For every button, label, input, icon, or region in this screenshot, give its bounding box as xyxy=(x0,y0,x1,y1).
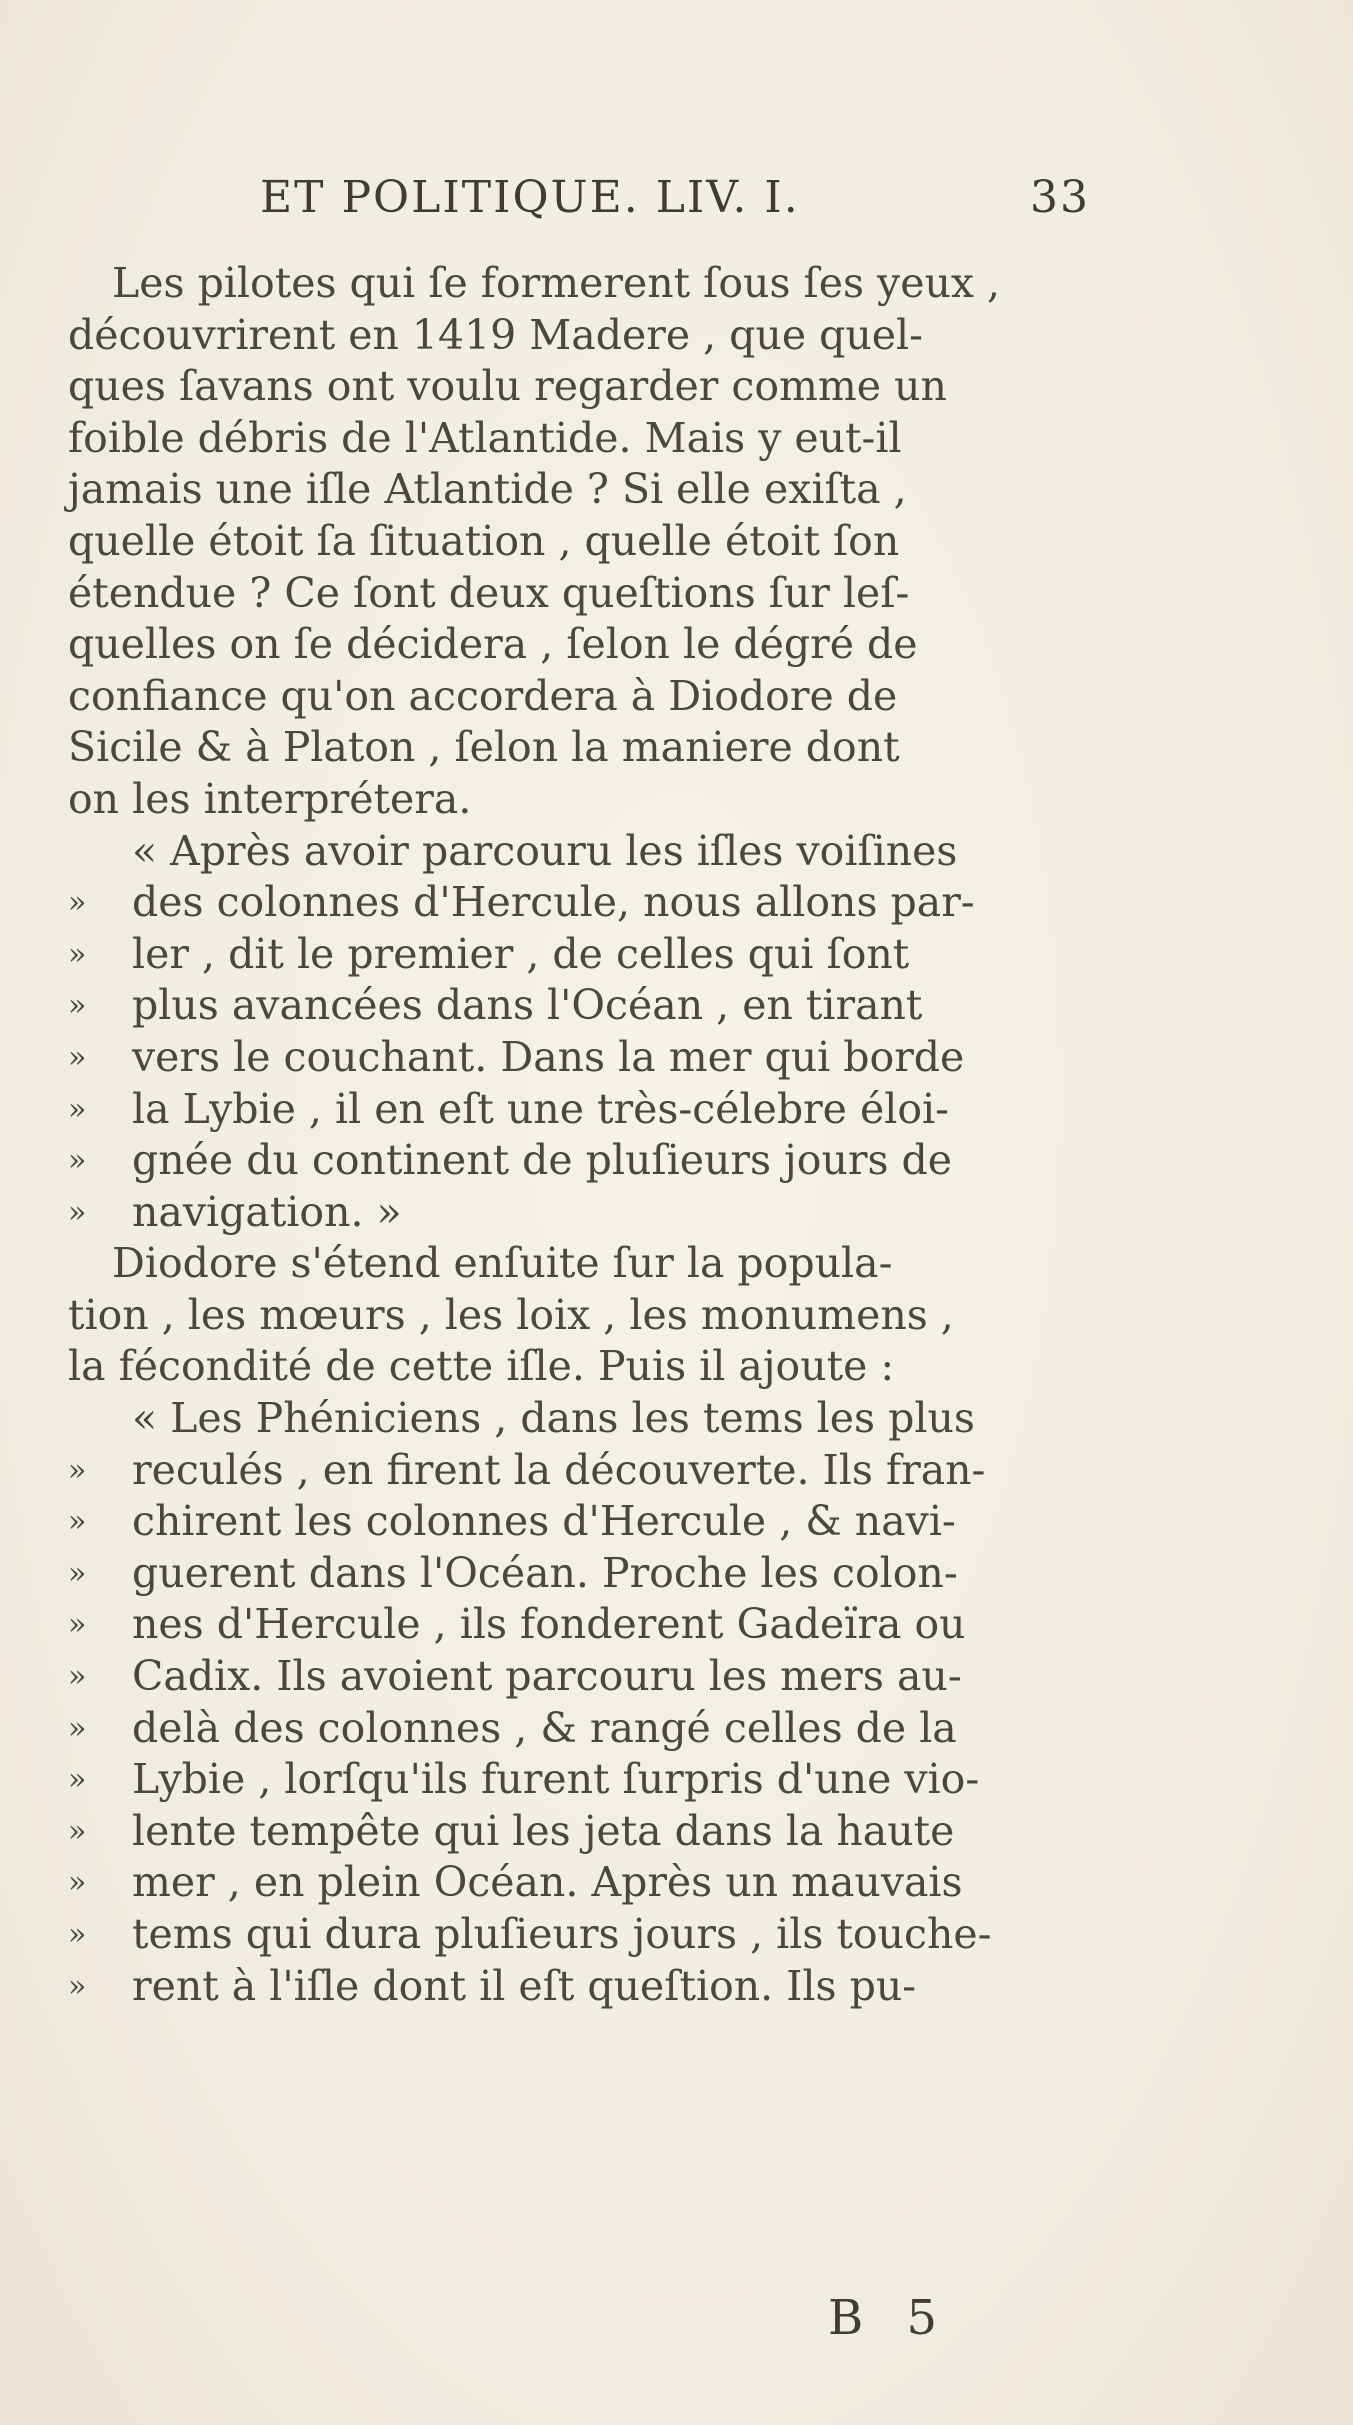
text-line: étendue ? Ce ſont deux queſtions ſur leſ- xyxy=(68,568,910,617)
quote-mark: » xyxy=(68,1091,87,1127)
quote-text: rent à l'iſle dont il eſt queſtion. Ils pu- xyxy=(132,1961,917,2010)
quote-text: delà des colonnes , & rangé celles de la xyxy=(132,1703,957,1752)
quote-text: navigation. » xyxy=(132,1187,402,1236)
quote-line xyxy=(68,1961,1098,2013)
quote-line xyxy=(68,1909,1098,1961)
quote-open-line: « Les Phéniciens , dans les tems les plus xyxy=(132,1394,975,1443)
quote-text: la Lybie , il en eſt une très-célebre éloi- xyxy=(132,1084,949,1133)
quote-text: Cadix. Ils avoient parcouru les mers au- xyxy=(132,1652,962,1701)
quote-mark: » xyxy=(68,1039,87,1075)
quote-line xyxy=(68,1393,1098,1445)
quote-line xyxy=(68,1135,1098,1187)
quote-mark: » xyxy=(68,1762,87,1798)
quote-mark: » xyxy=(68,1917,87,1952)
quote-text: Lybie , lorſqu'ils furent ſurpris d'une vio- xyxy=(132,1755,980,1804)
quote-line xyxy=(68,1187,1098,1239)
quote-line xyxy=(68,929,1098,981)
quote-mark: » xyxy=(68,1555,87,1591)
quote-line xyxy=(68,1857,1098,1909)
text-line: la fécondité de cette iſle. Puis il ajoute : xyxy=(68,1342,895,1391)
quote-mark: » xyxy=(68,1504,87,1540)
text-line: Les pilotes qui ſe formerent ſous ſes yeux , xyxy=(112,259,1001,307)
text-line: quelle étoit ſa ſituation , quelle étoit ſon xyxy=(68,516,900,565)
quote-text: tems qui dura pluſieurs jours , ils touche- xyxy=(132,1910,992,1958)
quote-text: mer , en plein Océan. Après un mauvais xyxy=(132,1858,963,1907)
running-header xyxy=(260,172,1090,236)
quote-mark: » xyxy=(68,1865,87,1901)
text-line: ques ſavans ont voulu regarder comme un xyxy=(68,362,947,411)
quote-text: guerent dans l'Océan. Proche les colon- xyxy=(132,1548,958,1597)
quote-text: lente tempête qui les jeta dans la haute xyxy=(132,1806,955,1855)
quote-line xyxy=(68,1806,1098,1858)
quote-line xyxy=(68,1599,1098,1651)
running-title: ET POLITIQUE. LIV. I. xyxy=(260,172,800,223)
quote-line xyxy=(68,1703,1098,1755)
quote-line xyxy=(68,1651,1098,1703)
quote-text: plus avancées dans l'Océan , en tirant xyxy=(132,981,923,1030)
signature-mark: B 5 xyxy=(828,2290,952,2346)
text-line: Diodore s'étend enſuite ſur la popula- xyxy=(112,1239,893,1288)
quote-mark: » xyxy=(68,1710,87,1746)
body-text xyxy=(68,258,1098,2012)
quote-line xyxy=(68,1496,1098,1548)
quote-text: chirent les colonnes d'Hercule , & navi- xyxy=(132,1497,956,1546)
text-line: jamais une iſle Atlantide ? Si elle exiſta , xyxy=(68,465,907,514)
quote-text: vers le couchant. Dans la mer qui borde xyxy=(132,1032,965,1081)
quote-text: ler , dit le premier , de celles qui ſont xyxy=(132,929,910,978)
quote-line xyxy=(68,826,1098,878)
quote-line xyxy=(68,1084,1098,1136)
quote-mark: » xyxy=(68,1143,87,1179)
quote-text: nes d'Hercule , ils fonderent Gadeïra ou xyxy=(132,1600,966,1649)
text-line: confiance qu'on accordera à Diodore de xyxy=(68,671,898,720)
quote-text: gnée du continent de pluſieurs jours de xyxy=(132,1136,953,1185)
quote-line xyxy=(68,1445,1098,1497)
quote-mark: » xyxy=(68,1813,87,1849)
quote-line xyxy=(68,1754,1098,1806)
text-line: quelles on ſe décidera , ſelon le dégré de xyxy=(68,620,918,669)
text-line: foible débris de l'Atlantide. Mais y eut-il xyxy=(68,413,902,462)
text-line: découvrirent en 1419 Madere , que quel- xyxy=(68,310,924,359)
quote-mark: » xyxy=(68,1659,87,1695)
quote-mark: » xyxy=(68,1968,87,2004)
text-line: on les interprétera. xyxy=(68,774,472,823)
quote-line xyxy=(68,1032,1098,1084)
page-number: 33 xyxy=(1030,172,1090,223)
text-line: Sicile & à Platon , ſelon la maniere dont xyxy=(68,723,900,772)
quote-mark: » xyxy=(68,1452,87,1488)
quote-open-line: « Après avoir parcouru les iſles voiſines xyxy=(132,826,958,875)
quote-text: des colonnes d'Hercule, nous allons par- xyxy=(132,878,975,927)
quote-line xyxy=(68,980,1098,1032)
quote-mark: » xyxy=(68,1194,87,1230)
quote-line xyxy=(68,1548,1098,1600)
quote-text: reculés , en firent la découverte. Ils fran- xyxy=(132,1445,986,1494)
quote-line xyxy=(68,877,1098,929)
quote-mark: » xyxy=(68,885,87,921)
text-line: tion , les mœurs , les loix , les monumens , xyxy=(68,1290,954,1339)
quote-mark: » xyxy=(68,988,87,1024)
quote-mark: » xyxy=(68,936,87,972)
quote-mark: » xyxy=(68,1607,87,1643)
